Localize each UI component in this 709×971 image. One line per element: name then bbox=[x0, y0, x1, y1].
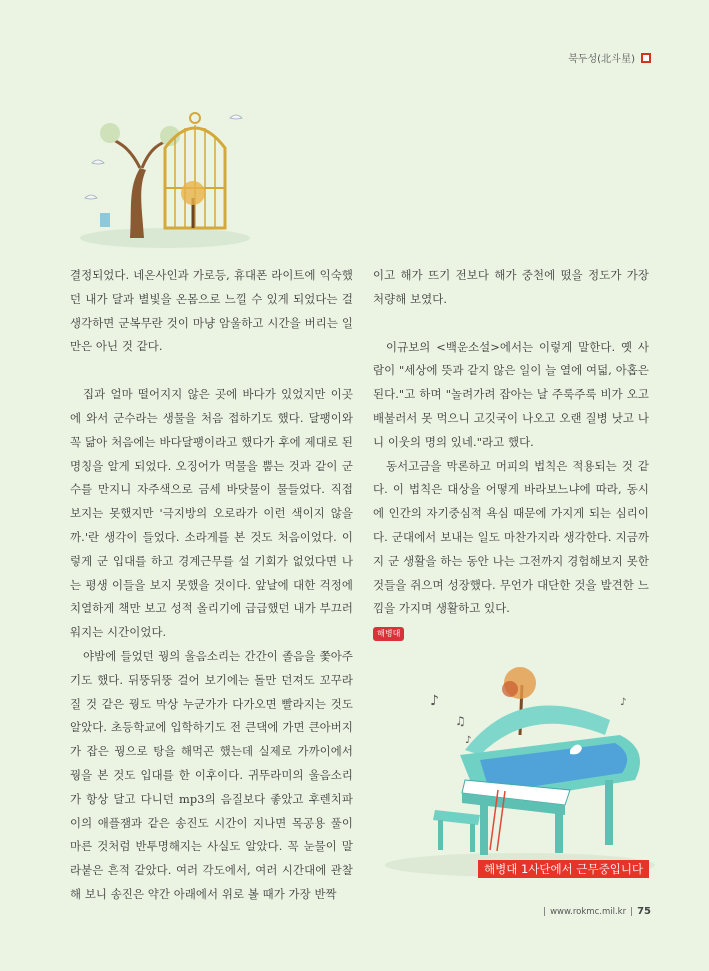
paragraph: 이고 해가 뜨기 전보다 해가 중천에 떴을 정도가 가장 처량해 보였다. bbox=[373, 268, 649, 306]
section-header bbox=[568, 50, 651, 65]
page-footer bbox=[544, 906, 651, 917]
section-title: 북두성(北斗星) bbox=[568, 54, 635, 65]
footer-url[interactable]: www.rokmc.mil.kr bbox=[550, 906, 627, 917]
piano-tree-illustration bbox=[370, 665, 660, 880]
birdcage-tree-illustration bbox=[70, 88, 260, 253]
paragraph: 야밤에 들었던 꿩의 울음소리는 간간이 졸음을 쫓아주기도 했다. 뒤뚱뒤뚱 걸어 보기에는 돌만 던져도 꼬꾸라질 것 같은 꿩도 막상 누군가가 다가오면 빨라지는 것도 알았다. 초등학교에 입학하기도 전 큰댁에 가면 큰아버지가 잡은 꿩으로 탕을 해먹곤 했는데 실제로 가까이에서 꿩을 본 것도 입대를 한 이후이다. 귀뚜라미의 울음소리가 항상 달고 다니던 mp3의 음질보다 좋았고 후렌치파이의 애플잼과 같은 송진도 시간이 지나면 목공용 풀이 마른 것처럼 반투명해지는 사실도 알았다. 꼭 눈물이 말라붙은 흔적 같았다. 여러 각도에서, 여러 시간대에 관찰해 보니 송진은 약간 아래에서 위로 볼 때가 가장 반짝 bbox=[70, 648, 353, 901]
divider bbox=[631, 907, 632, 916]
image-caption: 해병대 1사단에서 근무중입니다 bbox=[478, 860, 649, 878]
right-text-column bbox=[373, 264, 649, 645]
svg-text:♪: ♪ bbox=[620, 697, 627, 708]
svg-text:♪: ♪ bbox=[430, 693, 439, 709]
section-marker-icon bbox=[641, 53, 651, 63]
left-text-column bbox=[70, 264, 353, 907]
paragraph: 동서고금을 막론하고 머피의 법칙은 적용되는 것 같다. 이 법칙은 대상을 어떻게 바라보느냐에 따라, 동시에 인간의 자기중심적 욕심 때문에 가지게 되는 심리이다. 군대에서 보내는 일도 마찬가지라 생각한다. 지금까지 군 생활을 하는 동안 나는 그전까지 경험해보지 못한 것들을 쥐으며 성장했다. 무언가 대단한 것을 발견한 느낌을 가지며 생활하고 있다. bbox=[373, 458, 649, 616]
paragraph: 집과 얼마 떨어지지 않은 곳에 바다가 있었지만 이곳에 와서 군수라는 생물을 처음 접하기도 했다. 달팽이와 꼭 닮아 처음에는 바다달팽이라고 했다가 후에 제대로 된 명칭을 알게 되었다. 오징어가 먹물을 뿜는 것과 같이 군수를 만지니 자주색으로 금세 바닷물이 물들었다. 직접 보지는 못했지만 '극지방의 오로라가 이런 색이지 않을까.'란 생각이 들었다. 소라게를 본 것도 처음이었다. 이렇게 군 입대를 하고 경계근무를 설 기회가 없었다면 나는 평생 이들을 보지 못했을 것이다. 앞날에 대한 걱정에 치열하게 책만 보고 성적 올리기에 급급했던 내가 부끄러워지는 시간이었다. bbox=[70, 387, 353, 640]
paragraph: 결정되었다. 네온사인과 가로등, 휴대폰 라이트에 익숙했던 내가 달과 별빛을 온몸으로 느낄 수 있게 되었다는 걸 생각하면 군복무란 것이 마냥 암울하고 시간을 버리는 일만은 아닌 것 같다. bbox=[70, 268, 353, 354]
svg-text:♪: ♪ bbox=[465, 735, 472, 746]
svg-text:♫: ♫ bbox=[455, 714, 466, 728]
divider bbox=[544, 907, 545, 916]
paragraph: 이규보의 <백운소설>에서는 이렇게 말한다. 옛 사람이 "세상에 뜻과 같지 않은 일이 늘 열에 여덟, 아홉은 된다."고 하며 "놀려가려 잡아는 날 주룩주룩 비가 오고 배불러서 못 먹으니 고깃국이 나오고 오랜 질병 낫고 나니 이웃의 명의 있네."라고 했다. bbox=[373, 339, 649, 449]
author-tag: 해병대 bbox=[373, 627, 404, 641]
page-number: 75 bbox=[637, 906, 651, 917]
